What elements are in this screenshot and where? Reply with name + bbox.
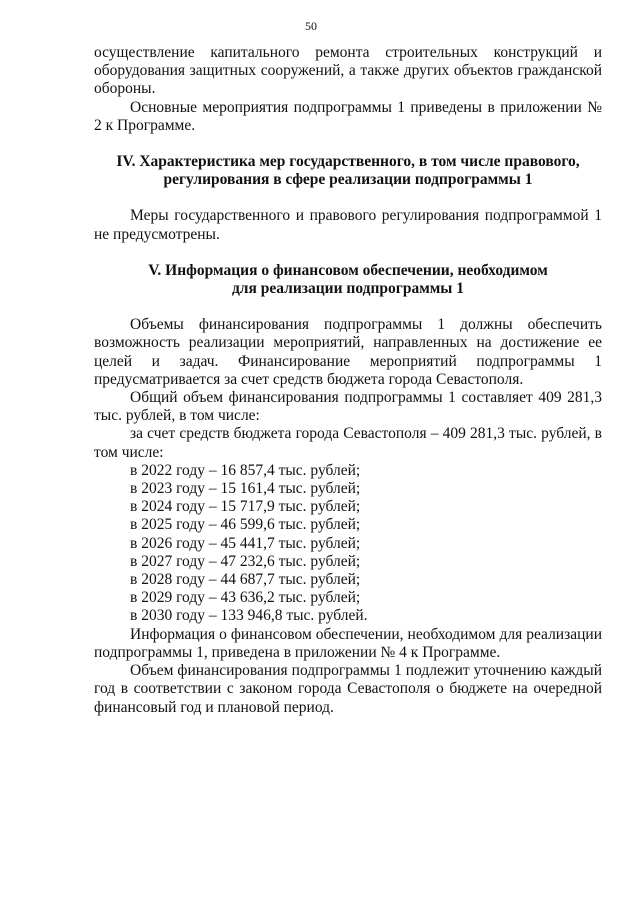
list-item: в 2027 году – 47 232,6 тыс. рублей; [130, 552, 361, 570]
list-item: в 2023 году – 15 161,4 тыс. рублей; [130, 480, 361, 498]
section-5-paragraph-2: Общий объем финансирования подпрограммы 1 составляет 409 281,3 тыс. рублей, в том числе: [94, 389, 602, 425]
funding-by-year-list [94, 462, 602, 626]
section-4-title-line-2: регулирования в сфере реализации подпрограммы 1 [163, 171, 533, 189]
section-5-title-line-2: для реализации подпрограммы 1 [231, 280, 465, 298]
list-item: в 2024 году – 15 717,9 тыс. рублей; [130, 498, 361, 516]
spacer [94, 189, 602, 207]
list-item: в 2025 году – 46 599,6 тыс. рублей; [130, 516, 361, 534]
list-item: в 2022 году – 16 857,4 тыс. рублей; [130, 461, 361, 479]
section-5-paragraph-3: за счет средств бюджета города Севастополя – 409 281,3 тыс. рублей, в том числе: [94, 425, 602, 461]
section-5-paragraph-4: Информация о финансовом обеспечении, необходимом для реализации подпрограммы 1, приведена в приложении № 4 к Программе. [94, 625, 602, 661]
list-item: в 2028 году – 44 687,7 тыс. рублей; [130, 571, 361, 589]
spacer [94, 135, 602, 153]
spacer [94, 298, 602, 316]
section-5-paragraph-5: Объем финансирования подпрограммы 1 подлежит уточнению каждый год в соответствии с законом города Севастополя о бюджете на очередной финансовый год и плановой период. [94, 662, 602, 716]
list-item: в 2030 году – 133 946,8 тыс. рублей. [130, 607, 368, 625]
document-body [94, 44, 602, 717]
intro-paragraph-2: Основные мероприятия подпрограммы 1 приведены в приложении № 2 к Программе. [94, 98, 602, 134]
page-number: 50 [305, 19, 317, 33]
intro-paragraph-1: осуществление капитального ремонта строительных конструкций и оборудования защитных сооружений, а также других объектов гражданской обороны. [94, 44, 602, 98]
section-5-paragraph-1: Объемы финансирования подпрограммы 1 должны обеспечить возможность реализации мероприятий, направленных на достижение ее целей и задач. Финансирование мероприятий подпрограммы 1 предусматривается за счет средств бюджета города Севастополя. [94, 316, 602, 388]
section-4-heading [94, 153, 602, 189]
section-4-paragraph-1: Меры государственного и правового регулирования подпрограммой 1 не предусмотрены. [94, 207, 602, 243]
list-item: в 2029 году – 43 636,2 тыс. рублей; [130, 589, 361, 607]
section-4-title-line-1: IV. Характеристика мер государственного, в том числе правового, [116, 153, 580, 171]
section-5-title-line-1: V. Информация о финансовом обеспечении, необходимом [148, 261, 548, 279]
list-item: в 2026 году – 45 441,7 тыс. рублей; [130, 534, 361, 552]
section-5-heading [94, 262, 602, 298]
spacer [94, 244, 602, 262]
